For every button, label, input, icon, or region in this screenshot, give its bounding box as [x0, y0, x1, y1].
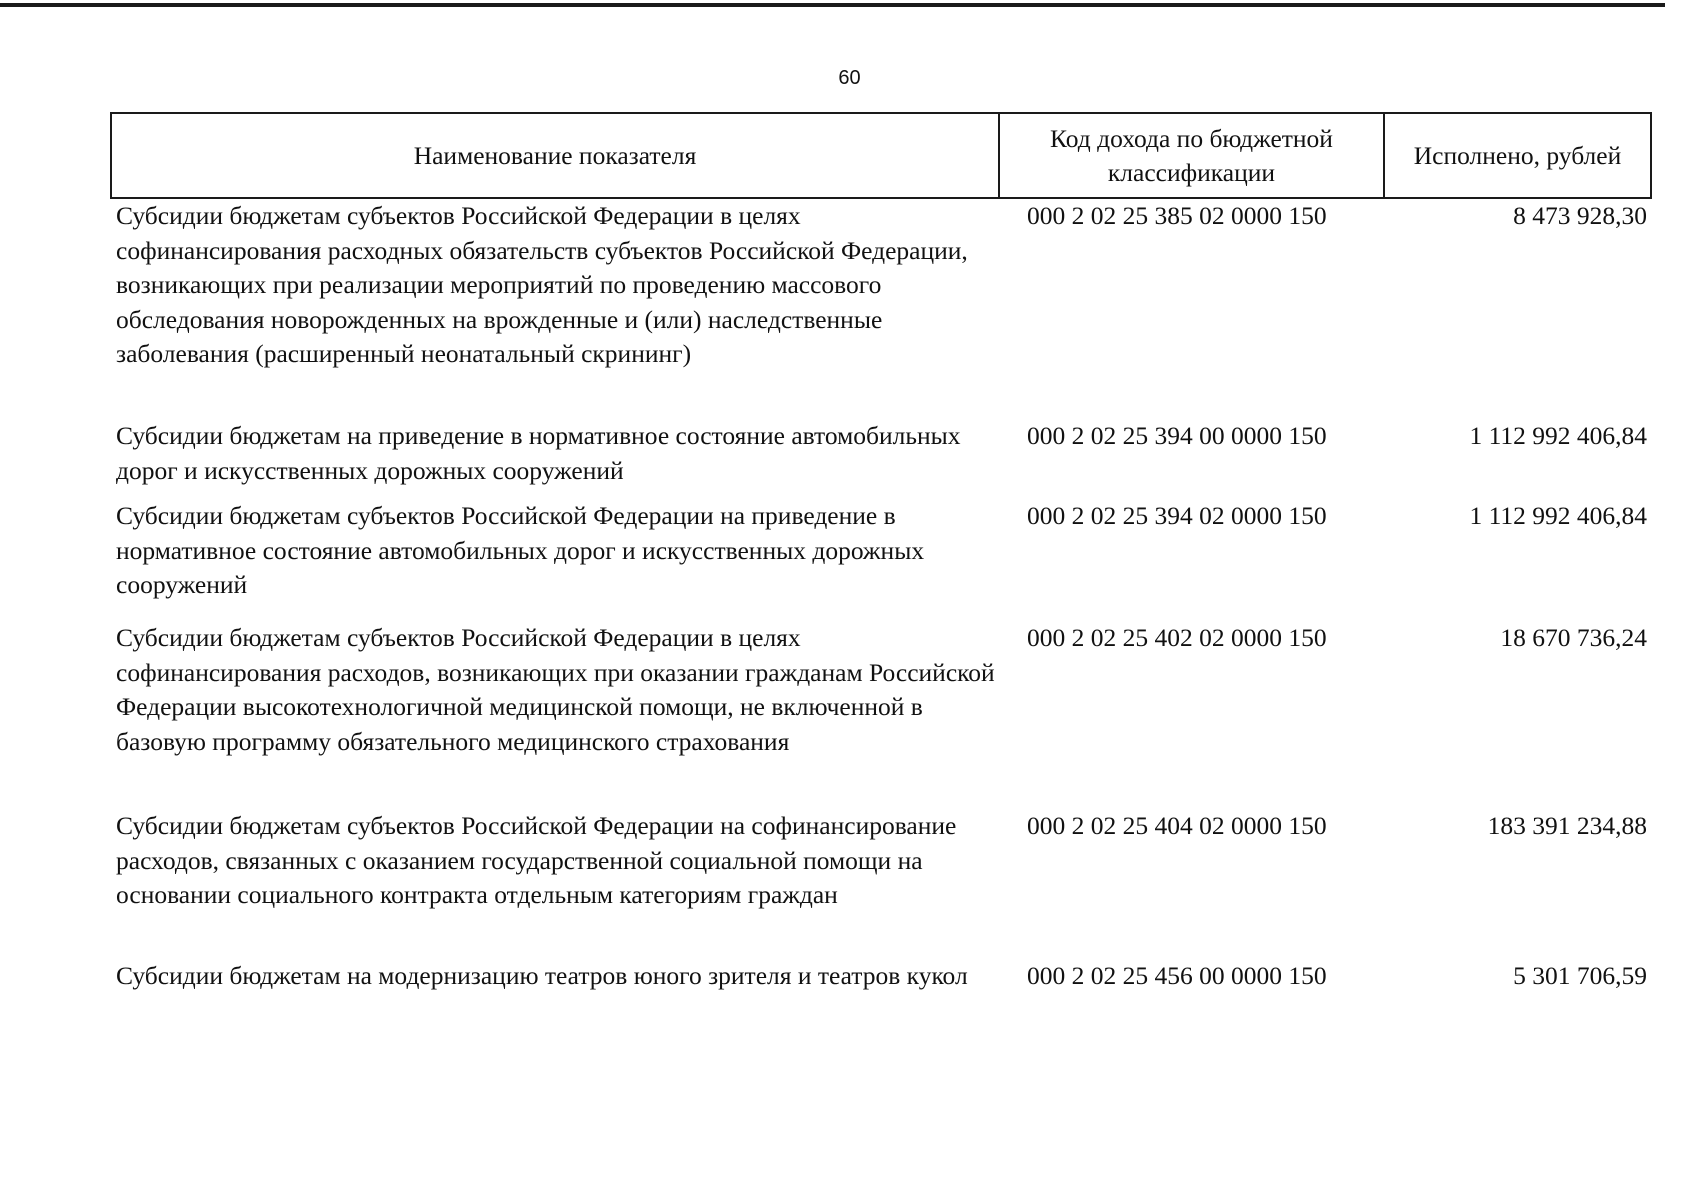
row-amount: 8 473 928,30 [1513, 201, 1647, 230]
row-code: 000 2 02 25 394 00 0000 150 [1027, 421, 1327, 450]
row-amount: 5 301 706,59 [1513, 961, 1647, 990]
row-code: 000 2 02 25 385 02 0000 150 [1027, 201, 1327, 230]
header-name: Наименование показателя [111, 113, 999, 198]
row-name: Субсидии бюджетам субъектов Российской Федерации на софинансирование расходов, связанных с оказанием государственной социальной помощи на основании социального контракта отдельным категориям граждан [116, 811, 957, 909]
row-amount: 1 112 992 406,84 [1469, 421, 1647, 450]
table-row [111, 198, 1651, 419]
page-number-text: 60 [838, 67, 861, 89]
row-amount: 183 391 234,88 [1487, 811, 1647, 840]
row-name: Субсидии бюджетам на приведение в нормативное состояние автомобильных дорог и искусственных дорожных сооружений [116, 421, 961, 485]
header-code: Код дохода по бюджетной классификации [999, 113, 1384, 198]
table-header [111, 113, 1651, 198]
page-number [0, 67, 1699, 90]
table-row [111, 809, 1651, 959]
header-row [111, 113, 1651, 198]
table-row [111, 499, 1651, 621]
row-amount: 1 112 992 406,84 [1469, 501, 1647, 530]
row-name: Субсидии бюджетам субъектов Российской Федерации в целях софинансирования расходов, возникающих при оказании гражданам Российской Федерации высокотехнологичной медицинской помощи, не включенной в базовую программу обязательного медицинского страхования [116, 623, 995, 756]
row-code: 000 2 02 25 404 02 0000 150 [1027, 811, 1327, 840]
row-name: Субсидии бюджетам субъектов Российской Федерации на приведение в нормативное состояние автомобильных дорог и искусственных дорожных сооружений [116, 501, 925, 599]
row-code: 000 2 02 25 402 02 0000 150 [1027, 623, 1327, 652]
row-name: Субсидии бюджетам субъектов Российской Федерации в целях софинансирования расходных обязательств субъектов Российской Федерации, возникающих при реализации мероприятий по проведению массового обследования новорожденных на врожденные и (или) наследственные заболевания (расширенный неонатальный скрининг) [116, 201, 968, 368]
header-amount: Исполнено, рублей [1384, 113, 1651, 198]
table-row [111, 621, 1651, 809]
row-code: 000 2 02 25 456 00 0000 150 [1027, 961, 1327, 990]
budget-table [110, 112, 1652, 1039]
top-rule [0, 3, 1665, 7]
table-body [111, 198, 1651, 1039]
row-name: Субсидии бюджетам на модернизацию театров юного зрителя и театров кукол [116, 961, 968, 990]
row-code: 000 2 02 25 394 02 0000 150 [1027, 501, 1327, 530]
table-row [111, 959, 1651, 1039]
row-amount: 18 670 736,24 [1500, 623, 1647, 652]
table-row [111, 419, 1651, 499]
